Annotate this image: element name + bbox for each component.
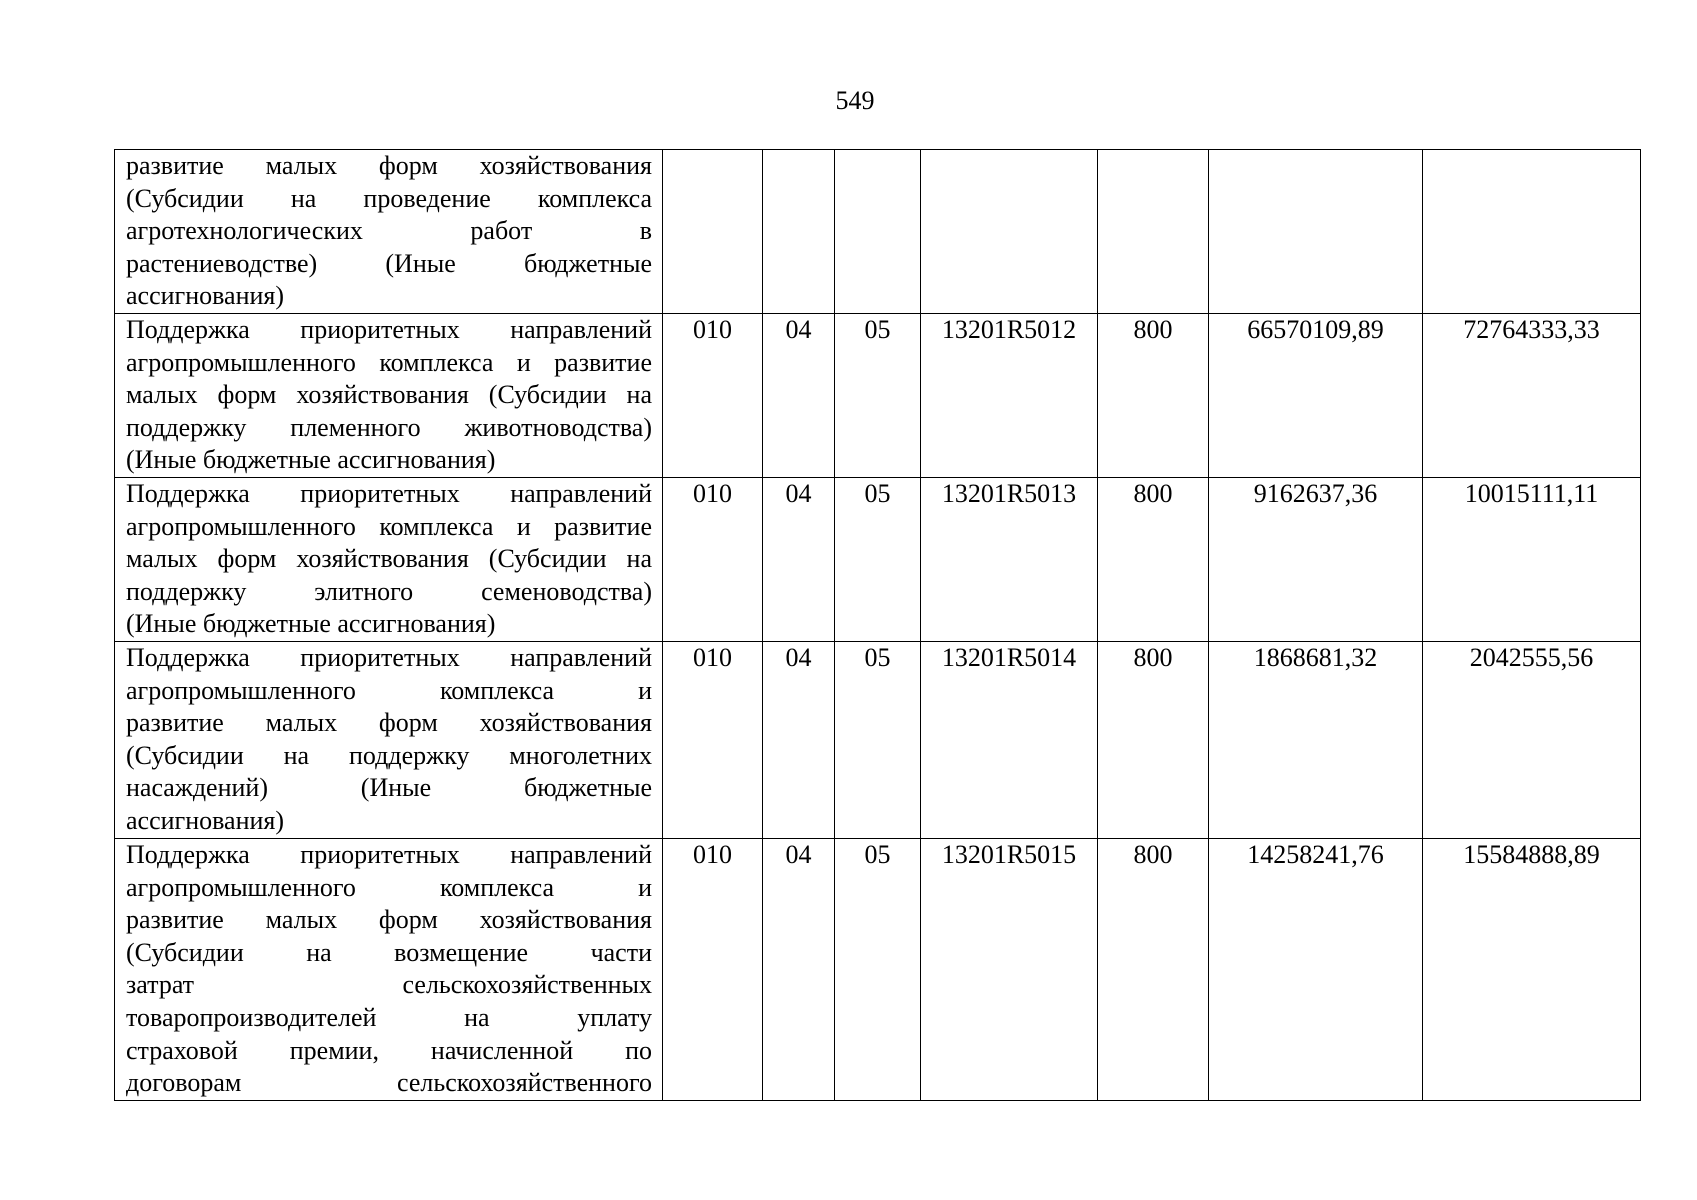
expense-type-cell <box>1098 150 1209 314</box>
description-line: агропромышленного комплекса и <box>126 675 652 705</box>
section-code-cell: 04 <box>763 839 835 1101</box>
subsection-code-cell <box>835 150 921 314</box>
description-line: малых форм хозяйствования (Субсидии на <box>126 380 652 410</box>
description-line: развитие малых форм хозяйствования <box>126 151 652 180</box>
ministry-code-cell <box>663 150 763 314</box>
expense-type-cell: 800 <box>1098 314 1209 478</box>
description-line: развитие малых форм хозяйствования <box>126 905 652 935</box>
description-line: поддержку элитного семеноводства) <box>126 576 652 606</box>
amount-1-cell: 66570109,89 <box>1209 314 1423 478</box>
target-article-cell: 13201R5012 <box>921 314 1098 478</box>
description-line: договорам сельскохозяйственного <box>126 1068 652 1098</box>
target-article-cell: 13201R5014 <box>921 642 1098 839</box>
section-code-cell: 04 <box>763 478 835 642</box>
budget-table-body <box>115 150 1641 1101</box>
target-article-cell: 13201R5013 <box>921 478 1098 642</box>
section-code-cell: 04 <box>763 314 835 478</box>
description-line: насаждений) (Иные бюджетные <box>126 773 652 803</box>
table-row <box>115 314 1641 478</box>
description-line: (Субсидии на проведение комплекса <box>126 183 652 213</box>
table-row <box>115 642 1641 839</box>
expense-type-cell: 800 <box>1098 642 1209 839</box>
table-row <box>115 839 1641 1101</box>
description-last-line: (Иные бюджетные ассигнования) <box>126 445 496 475</box>
description-line: агропромышленного комплекса и развитие <box>126 347 652 377</box>
description-line: агропромышленного комплекса и развитие <box>126 511 652 541</box>
description-last-line: ассигнования) <box>126 805 285 835</box>
amount-1-cell: 9162637,36 <box>1209 478 1423 642</box>
description-cell <box>115 478 663 642</box>
description-last-line: ассигнования) <box>126 281 285 311</box>
ministry-code-cell: 010 <box>663 314 763 478</box>
page-number: 549 <box>835 86 875 115</box>
amount-1-cell: 14258241,76 <box>1209 839 1423 1101</box>
description-cell <box>115 642 663 839</box>
description-line: товаропроизводителей на уплату <box>126 1002 652 1032</box>
expense-type-cell: 800 <box>1098 839 1209 1101</box>
amount-2-cell: 2042555,56 <box>1423 642 1641 839</box>
subsection-code-cell: 05 <box>835 478 921 642</box>
table-row <box>115 150 1641 314</box>
description-line: затрат сельскохозяйственных <box>126 970 652 1000</box>
description-line: Поддержка приоритетных направлений <box>126 643 652 672</box>
expense-type-cell: 800 <box>1098 478 1209 642</box>
description-last-line: (Иные бюджетные ассигнования) <box>126 609 496 639</box>
description-line: (Субсидии на поддержку многолетних <box>126 740 652 770</box>
description-cell <box>115 150 663 314</box>
description-line: агропромышленного комплекса и <box>126 872 652 902</box>
amount-2-cell: 10015111,11 <box>1423 478 1641 642</box>
amount-1-cell <box>1209 150 1423 314</box>
subsection-code-cell: 05 <box>835 839 921 1101</box>
ministry-code-cell: 010 <box>663 839 763 1101</box>
description-line: Поддержка приоритетных направлений <box>126 479 652 508</box>
description-line: Поддержка приоритетных направлений <box>126 840 652 869</box>
table-row <box>115 478 1641 642</box>
ministry-code-cell: 010 <box>663 642 763 839</box>
section-code-cell: 04 <box>763 642 835 839</box>
description-line: развитие малых форм хозяйствования <box>126 708 652 738</box>
description-line: малых форм хозяйствования (Субсидии на <box>126 544 652 574</box>
description-cell <box>115 839 663 1101</box>
amount-2-cell: 15584888,89 <box>1423 839 1641 1101</box>
subsection-code-cell: 05 <box>835 642 921 839</box>
description-line: агротехнологических работ в <box>126 216 652 246</box>
section-code-cell <box>763 150 835 314</box>
description-line: страховой премии, начисленной по <box>126 1035 652 1065</box>
amount-2-cell <box>1423 150 1641 314</box>
description-cell <box>115 314 663 478</box>
description-line: растениеводстве) (Иные бюджетные <box>126 248 652 278</box>
description-line: Поддержка приоритетных направлений <box>126 315 652 344</box>
ministry-code-cell: 010 <box>663 478 763 642</box>
target-article-cell <box>921 150 1098 314</box>
description-line: (Субсидии на возмещение части <box>126 937 652 967</box>
subsection-code-cell: 05 <box>835 314 921 478</box>
amount-1-cell: 1868681,32 <box>1209 642 1423 839</box>
budget-table <box>114 149 1641 1101</box>
amount-2-cell: 72764333,33 <box>1423 314 1641 478</box>
target-article-cell: 13201R5015 <box>921 839 1098 1101</box>
description-line: поддержку племенного животноводства) <box>126 412 652 442</box>
